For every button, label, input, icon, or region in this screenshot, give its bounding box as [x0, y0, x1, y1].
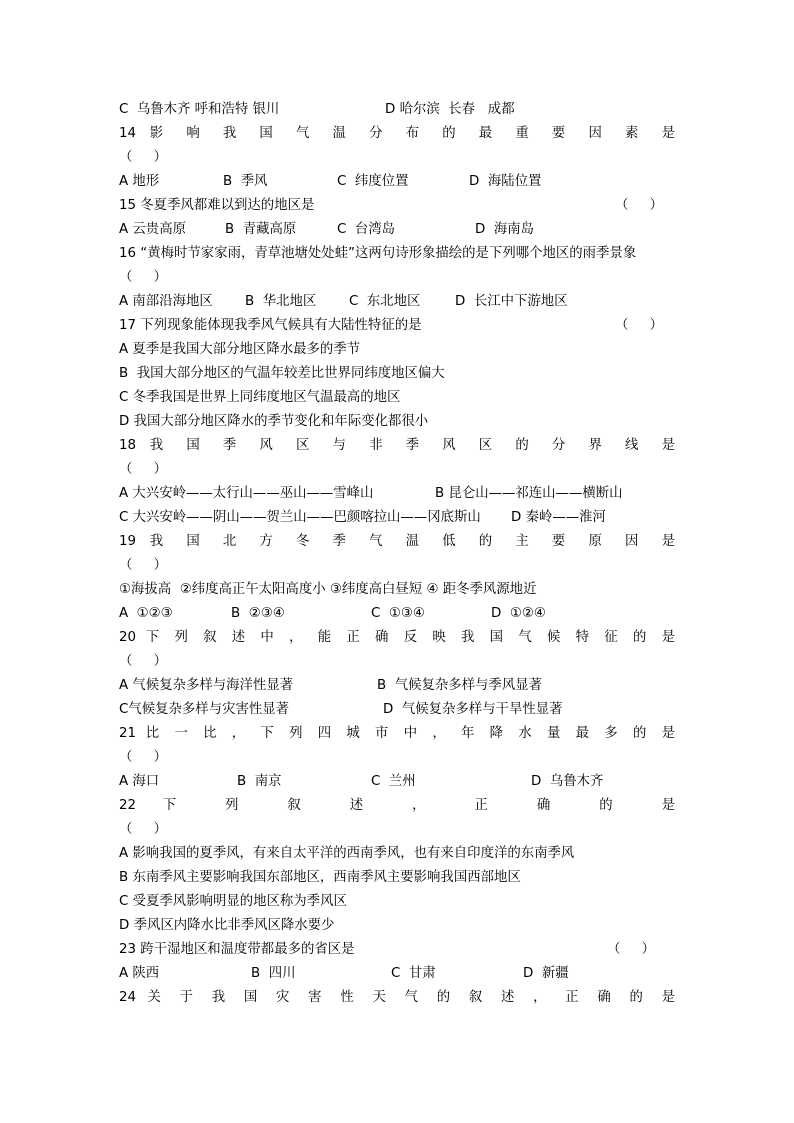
- option-a: A 陕西: [119, 966, 160, 981]
- answer-bracket: （ ）: [119, 654, 168, 669]
- q19-options: [119, 602, 675, 626]
- q22-option-d: D 季风区内降水比非季风区降水要少: [119, 918, 335, 933]
- option-c: C 兰州: [371, 774, 416, 789]
- q18-options-ab: [119, 482, 675, 506]
- q21-stem: 21 比 一 比 ， 下 列 四 城 市 中 ， 年 降 水 量 最 多 的 是: [119, 726, 675, 741]
- q22-option-b: B 东南季风主要影响我国东部地区，西南季风主要影响我国西部地区: [119, 870, 521, 885]
- option-a: A ①②③: [119, 606, 173, 621]
- q22-option-c: C 受夏季风影响明显的地区称为季风区: [119, 894, 347, 909]
- option-b: B 季风: [223, 174, 268, 189]
- option-c: C 乌鲁木齐 呼和浩特 银川: [119, 102, 280, 117]
- option-a: A 气候复杂多样与海洋性显著: [119, 678, 294, 693]
- option-d: D ①②④: [491, 606, 546, 621]
- option-b: B 华北地区: [245, 294, 317, 309]
- q20-options-cd: [119, 698, 675, 722]
- option-c: C 纬度位置: [337, 174, 409, 189]
- option-d: D 哈尔滨 长春 成都: [385, 102, 515, 117]
- option-d: D 长江中下游地区: [455, 294, 568, 309]
- q23-stem: [119, 938, 675, 962]
- option-d: D 气候复杂多样与干旱性显著: [383, 702, 563, 717]
- option-c: C 大兴安岭——阴山——贺兰山——巴颜喀拉山——冈底斯山: [119, 510, 481, 525]
- option-d: D 海陆位置: [469, 174, 542, 189]
- option-b: B ②③④: [231, 606, 285, 621]
- q14-options: [119, 170, 675, 194]
- question-text: 23 跨干湿地区和温度带都最多的省区是: [119, 942, 355, 957]
- option-c: C气候复杂多样与灾害性显著: [119, 702, 290, 717]
- q20-stem: 20 下 列 叙 述 中 ， 能 正 确 反 映 我 国 气 候 特 征 的 是: [119, 630, 675, 645]
- option-d: D 新疆: [523, 966, 569, 981]
- option-b: B 昆仑山——祁连山——横断山: [435, 486, 623, 501]
- option-d: D 海南岛: [475, 222, 534, 237]
- q22-stem: 22 下 列 叙 述 ， 正 确 的 是: [119, 798, 675, 813]
- q15-options: [119, 218, 675, 242]
- answer-bracket: （ ）: [119, 750, 168, 765]
- q17-option-b: B 我国大部分地区的气温年较差比世界同纬度地区偏大: [119, 366, 445, 381]
- question-text: 15 冬夏季风都难以到达的地区是: [119, 198, 315, 213]
- q21-options: [119, 770, 675, 794]
- answer-bracket: （ ）: [615, 198, 664, 213]
- option-a: A 云贵高原: [119, 222, 186, 237]
- option-b: B 四川: [251, 966, 296, 981]
- answer-bracket: （ ）: [119, 270, 168, 285]
- q17-option-a: A 夏季是我国大部分地区降水最多的季节: [119, 342, 361, 357]
- option-b: B 青藏高原: [225, 222, 297, 237]
- q19-statements: ①海拔高 ②纬度高正午太阳高度小 ③纬度高白昼短 ④ 距冬季风源地近: [119, 582, 537, 597]
- option-c: C 东北地区: [349, 294, 421, 309]
- answer-bracket: （ ）: [119, 558, 168, 573]
- question-text: 17 下列现象能体现我季风气候具有大陆性特征的是: [119, 318, 422, 333]
- option-a: A 海口: [119, 774, 160, 789]
- answer-bracket: （ ）: [607, 942, 656, 957]
- q17-option-c: C 冬季我国是世界上同纬度地区气温最高的地区: [119, 390, 401, 405]
- option-c: C ①③④: [371, 606, 425, 621]
- q20-options-ab: [119, 674, 675, 698]
- q15-stem: [119, 194, 675, 218]
- option-a: A 大兴安岭——太行山——巫山——雪峰山: [119, 486, 374, 501]
- answer-bracket: （ ）: [119, 822, 168, 837]
- q23-options: [119, 962, 675, 986]
- q16-options: [119, 290, 675, 314]
- q18-options-cd: [119, 506, 675, 530]
- q16-stem: 16 “黄梅时节家家雨，青草池塘处处蛙”这两句诗形象描绘的是下列哪个地区的雨季景象: [119, 246, 637, 261]
- q24-stem: 24 关 于 我 国 灾 害 性 天 气 的 叙 述 ， 正 确 的 是: [119, 990, 675, 1005]
- answer-bracket: （ ）: [119, 462, 168, 477]
- q19-stem: 19 我 国 北 方 冬 季 气 温 低 的 主 要 原 因 是: [119, 534, 675, 549]
- option-a: A 地形: [119, 174, 160, 189]
- option-b: B 气候复杂多样与季风显著: [377, 678, 542, 693]
- answer-bracket: （ ）: [119, 150, 168, 165]
- q18-stem: 18 我 国 季 风 区 与 非 季 风 区 的 分 界 线 是: [119, 438, 675, 453]
- answer-bracket: （ ）: [615, 318, 664, 333]
- q17-option-d: D 我国大部分地区降水的季节变化和年际变化都很小: [119, 414, 429, 429]
- option-b: B 南京: [237, 774, 282, 789]
- q22-option-a: A 影响我国的夏季风，有来自太平洋的西南季风，也有来自印度洋的东南季风: [119, 846, 575, 861]
- q13-options-cd: [119, 98, 675, 122]
- option-c: C 台湾岛: [337, 222, 396, 237]
- q14-stem: 14 影 响 我 国 气 温 分 布 的 最 重 要 因 素 是: [119, 126, 675, 141]
- option-d: D 乌鲁木齐: [531, 774, 604, 789]
- option-a: A 南部沿海地区: [119, 294, 213, 309]
- option-d: D 秦岭——淮河: [511, 510, 606, 525]
- option-c: C 甘肃: [391, 966, 436, 981]
- q17-stem: [119, 314, 675, 338]
